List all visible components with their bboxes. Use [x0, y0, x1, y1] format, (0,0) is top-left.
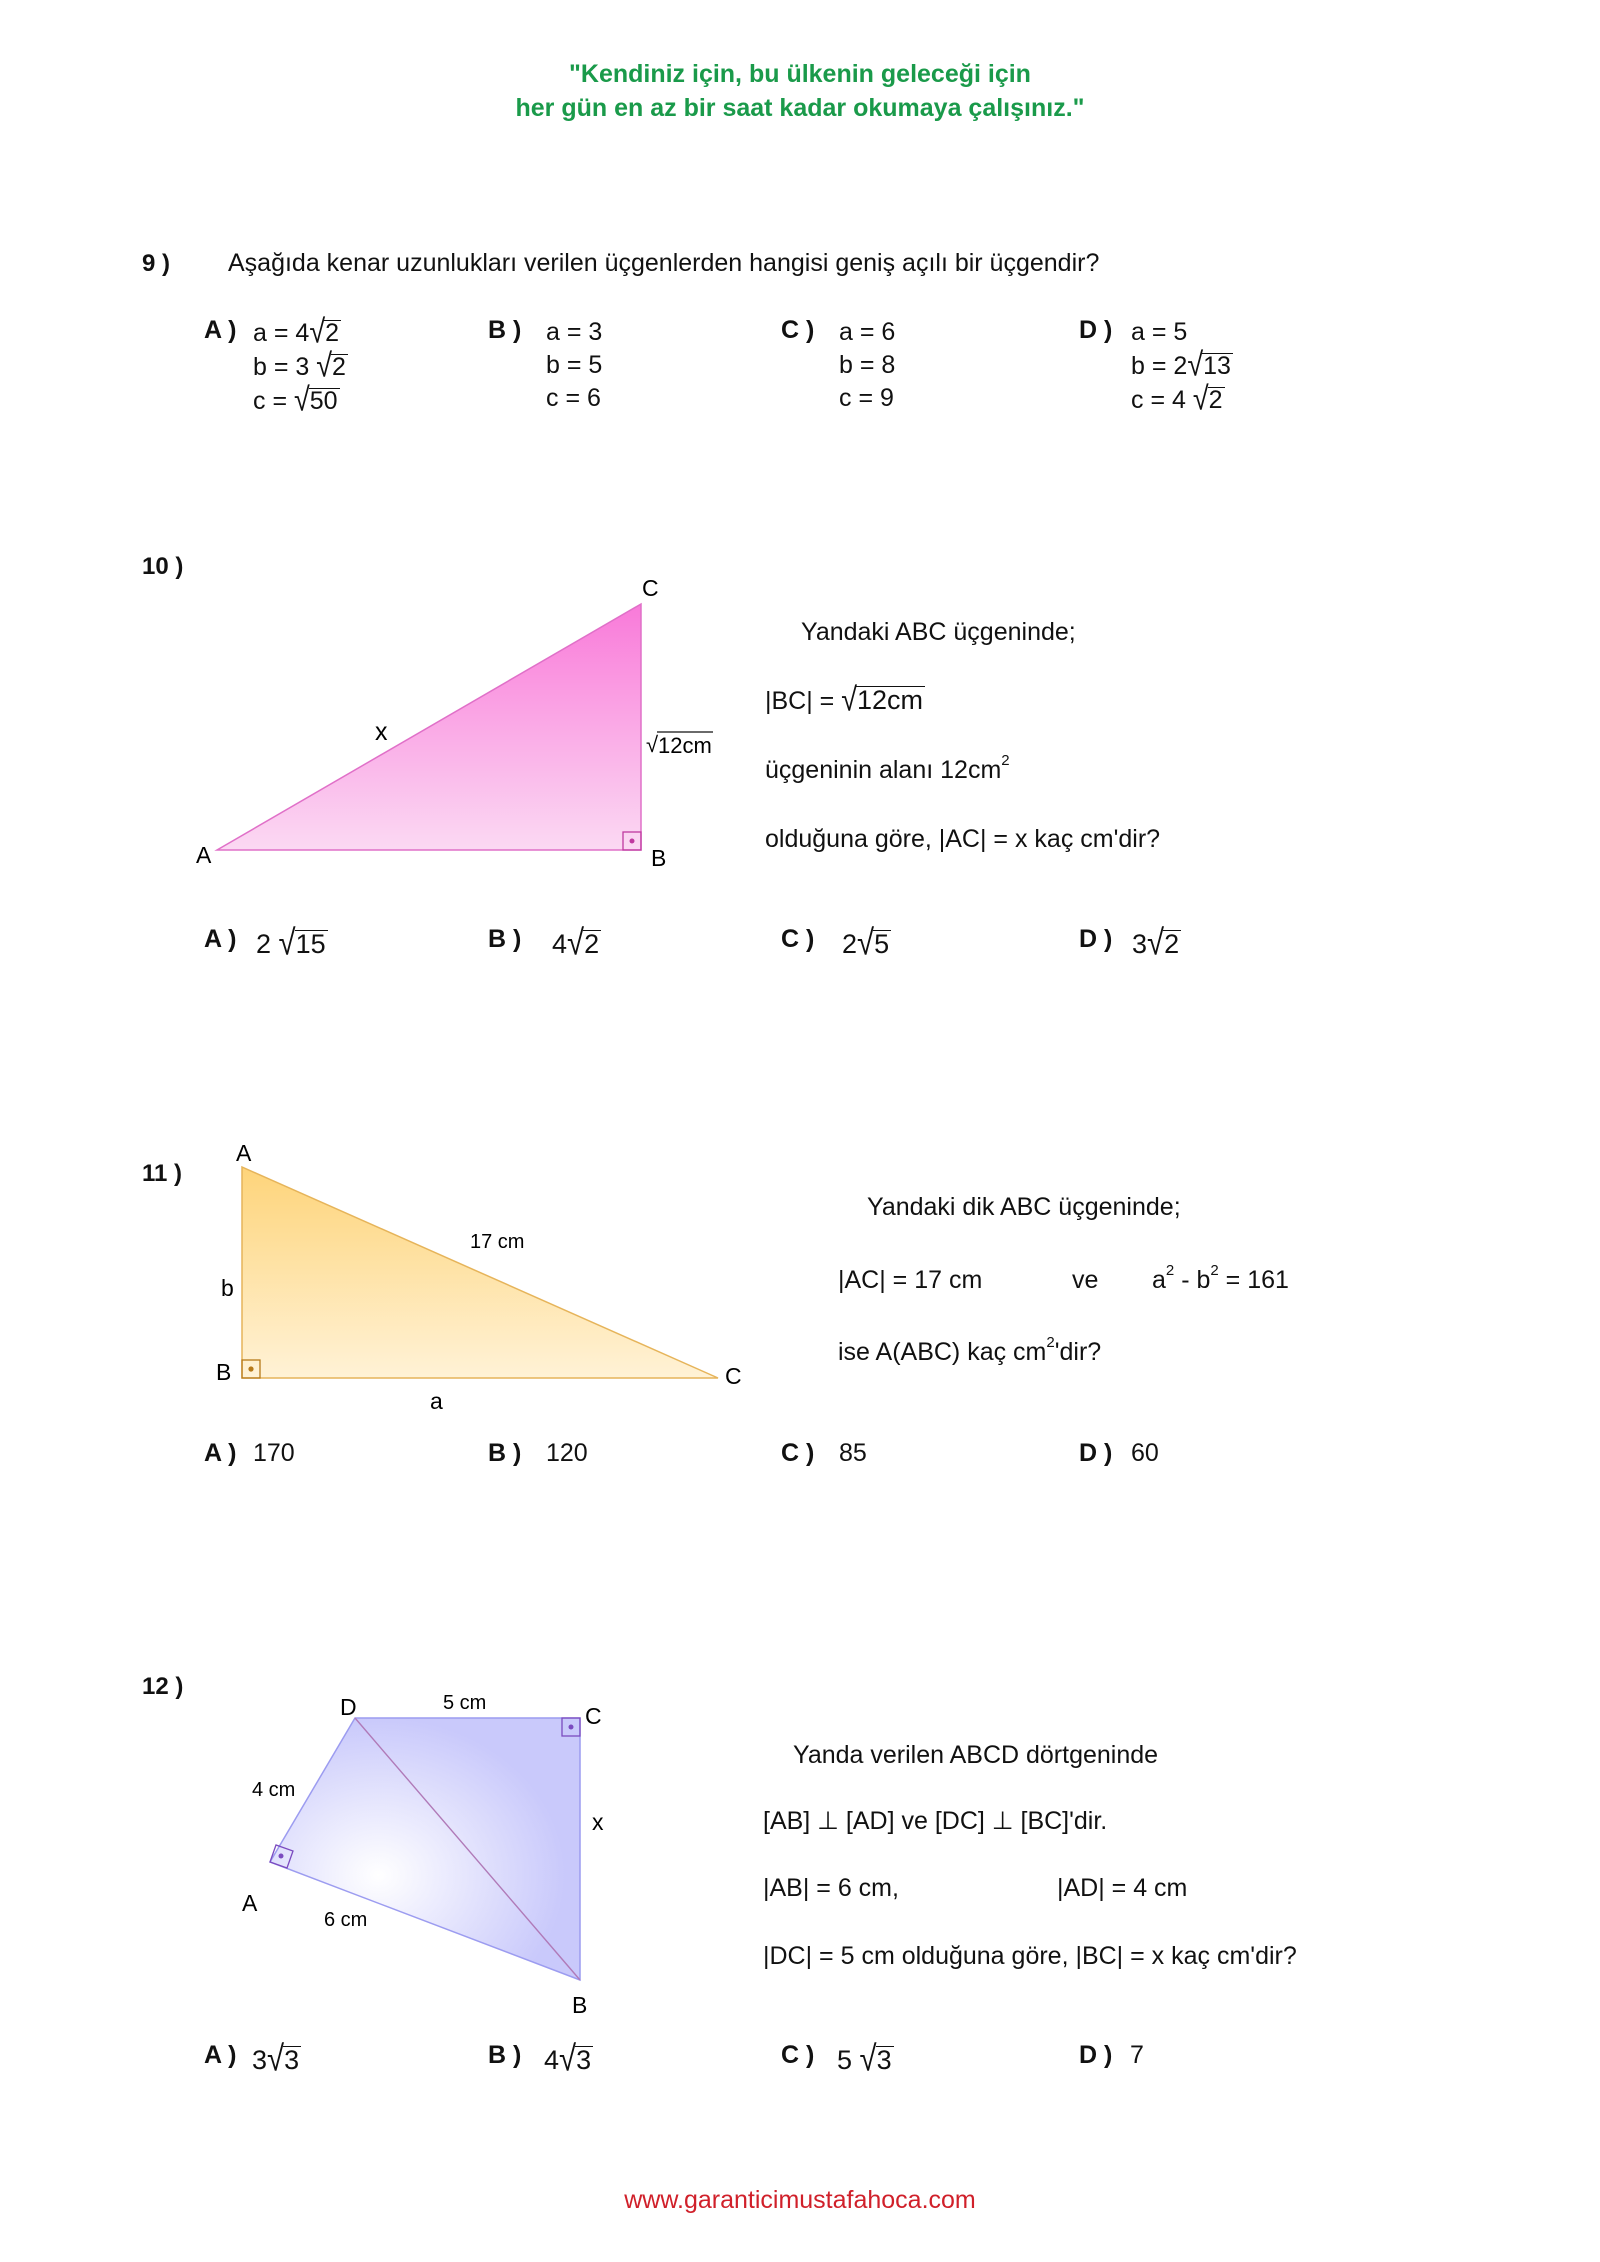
option-b-label[interactable]: B )	[488, 2041, 522, 2069]
vertex-c: C	[642, 575, 659, 601]
motivational-quote	[0, 57, 1600, 125]
question-10-line4: olduğuna göre, |AC| = x kaç cm'dir?	[765, 825, 1161, 853]
vertex-c: C	[725, 1363, 742, 1389]
vertex-a: A	[236, 1140, 252, 1166]
option-b-label[interactable]: B )	[488, 1439, 522, 1467]
triangle-abc	[217, 604, 641, 850]
option-c-label[interactable]: C )	[781, 925, 815, 953]
option-d-content: a = 5 b = 2√13 c = 4 √2	[1131, 318, 1231, 418]
option-c-label[interactable]: C )	[781, 316, 815, 344]
option-c-value: 2√5	[842, 922, 890, 963]
side-bc-surd: √	[646, 732, 659, 757]
side-x-label: x	[592, 1809, 604, 1835]
question-10-number: 10 )	[142, 553, 184, 580]
question-11-and: ve	[1072, 1266, 1099, 1294]
question-12-ab: |AB| = 6 cm,	[763, 1874, 899, 1902]
vertex-b: B	[216, 1359, 232, 1385]
option-c-content: a = 6 b = 8 c = 9	[839, 318, 896, 412]
option-a-content: a = 4√2 b = 3 √2 c = √50	[253, 313, 346, 419]
option-d-value: 7	[1130, 2041, 1144, 2069]
side-a-label: a	[430, 1388, 443, 1414]
option-b-content: a = 3 b = 5 c = 6	[546, 318, 603, 412]
option-a-value: 2 √15	[256, 922, 326, 963]
option-d-label[interactable]: D )	[1079, 316, 1113, 344]
vertex-a: A	[196, 842, 212, 868]
question-10-line2: |BC| = √12cm	[765, 681, 924, 719]
question-9-text: Aşağıda kenar uzunlukları verilen üçgenlerden hangisi geniş açılı bir üçgendir?	[228, 249, 1100, 277]
question-10-line1: Yandaki ABC üçgeninde;	[801, 618, 1076, 646]
question-11-ac: |AC| = 17 cm	[838, 1266, 983, 1294]
option-d-label[interactable]: D )	[1079, 1439, 1113, 1467]
option-d-label[interactable]: D )	[1079, 2041, 1113, 2069]
vertex-c: C	[585, 1703, 602, 1729]
side-ab-label: 6 cm	[324, 1909, 368, 1931]
option-a-label[interactable]: A )	[204, 1439, 237, 1467]
question-12-line2: [AB] ⊥ [AD] ve [DC] ⊥ [BC]'dir.	[763, 1807, 1108, 1835]
option-b-value: 4√2	[552, 922, 600, 963]
vertex-d: D	[340, 1694, 357, 1720]
quote-line-1: "Kendiniz için, bu ülkenin geleceği için	[569, 60, 1031, 88]
quote-line-2: her gün en az bir saat kadar okumaya çalışınız."	[515, 94, 1085, 122]
triangle-abc	[242, 1167, 718, 1378]
option-b-label[interactable]: B )	[488, 316, 522, 344]
question-11-number: 11 )	[142, 1160, 183, 1187]
vertex-b: B	[651, 845, 667, 870]
option-b-value: 120	[546, 1439, 588, 1467]
question-10-line3: üçgeninin alanı $12cm^2$	[765, 752, 1010, 784]
question-12-number: 12 )	[142, 1673, 184, 1700]
footer-website-link[interactable]: www.garanticimustafahoca.com	[624, 2186, 976, 2214]
question-9-number: 9 )	[142, 250, 171, 277]
side-ac-label: 17 cm	[470, 1231, 525, 1253]
side-b-label: b	[221, 1275, 234, 1301]
side-bc-label: 12cm	[658, 733, 712, 758]
option-c-label[interactable]: C )	[781, 1439, 815, 1467]
option-a-label[interactable]: A )	[204, 925, 237, 953]
question-12-ad: |AD| = 4 cm	[1057, 1874, 1188, 1902]
option-c-value: 85	[839, 1439, 867, 1467]
question-10-figure	[180, 570, 740, 870]
option-d-value: 3√2	[1132, 922, 1180, 963]
question-11-line1: Yandaki dik ABC üçgeninde;	[867, 1193, 1181, 1221]
vertex-b: B	[572, 1992, 588, 2018]
vertex-a: A	[242, 1890, 258, 1916]
question-11-line3: ise A(ABC) kaç $cm^2'dir$?	[838, 1334, 1102, 1366]
option-d-label[interactable]: D )	[1079, 925, 1113, 953]
side-ad-label: 4 cm	[252, 1779, 296, 1801]
side-dc-label: 5 cm	[443, 1692, 487, 1714]
option-a-value: 3√3	[252, 2038, 300, 2079]
option-a-label[interactable]: A )	[204, 316, 237, 344]
question-11-figure	[200, 1135, 760, 1415]
question-12-figure	[230, 1680, 650, 2020]
quadrilateral-abcd	[270, 1718, 580, 1980]
question-12-line4: |DC| = 5 cm olduğuna göre, |BC| = x kaç cm'dir?	[763, 1942, 1297, 1970]
option-a-value: 170	[253, 1439, 295, 1467]
option-b-value: 4√3	[544, 2038, 592, 2079]
question-11-equation: $a^2 - b^2 = 161$	[1152, 1262, 1289, 1294]
option-c-label[interactable]: C )	[781, 2041, 815, 2069]
option-b-label[interactable]: B )	[488, 925, 522, 953]
question-12-line1: Yanda verilen ABCD dörtgeninde	[793, 1741, 1159, 1769]
option-d-value: 60	[1131, 1439, 1159, 1467]
side-x-label: x	[375, 718, 388, 746]
option-a-label[interactable]: A )	[204, 2041, 237, 2069]
option-c-value: 5 √3	[837, 2038, 892, 2079]
